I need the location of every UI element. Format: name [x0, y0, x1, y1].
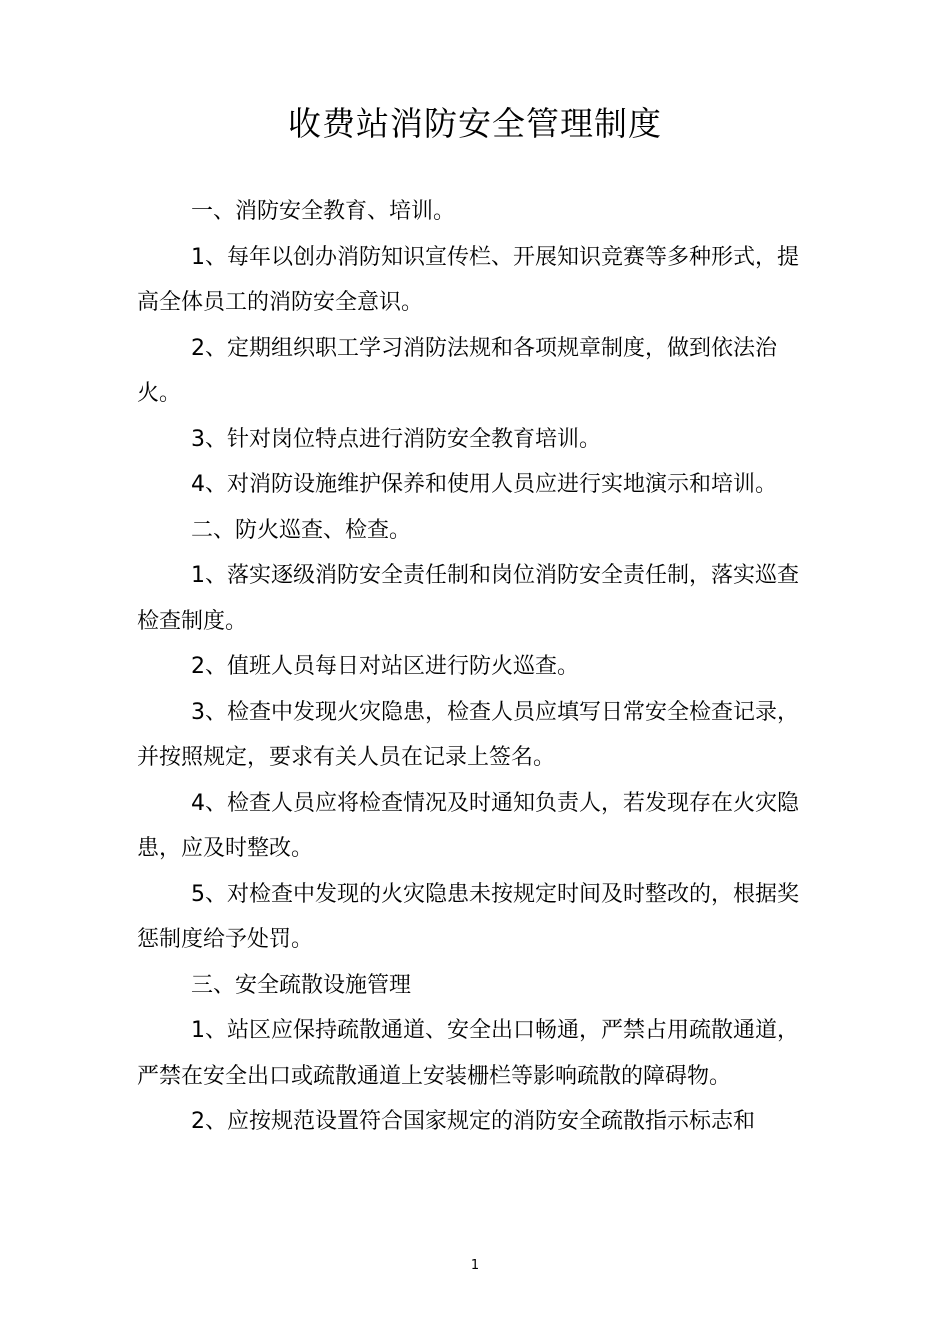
document-title: 收费站消防安全管理制度: [288, 104, 662, 143]
section-heading-education: 一、消防安全教育、培训。: [191, 199, 456, 224]
paragraph: 1、每年以创办消防知识宣传栏、开展知识竞赛等多种形式，提高全体员工的消防安全意识。: [137, 244, 799, 315]
document-body: [137, 189, 817, 1145]
paragraph: 1、落实逐级消防安全责任制和岗位消防安全责任制，落实巡查检查制度。: [137, 563, 799, 634]
paragraph: 4、检查人员应将检查情况及时通知负责人，若发现存在火灾隐患，应及时整改。: [137, 790, 799, 861]
paragraph: 4、对消防设施维护保养和使用人员应进行实地演示和培训。: [191, 472, 777, 497]
paragraph: 2、定期组织职工学习消防法规和各项规章制度，做到依法治火。: [137, 335, 777, 406]
paragraph: 2、应按规范设置符合国家规定的消防安全疏散指示标志和: [191, 1109, 755, 1134]
section-heading-evacuation: 三、安全疏散设施管理: [191, 972, 412, 998]
paragraph: 3、检查中发现火灾隐患，检查人员应填写日常安全检查记录，并按照规定，要求有关人员在记录上签名。: [137, 699, 799, 770]
paragraph: 1、站区应保持疏散通道、安全出口畅通，严禁占用疏散通道，严禁在安全出口或疏散通道上安装栅栏等影响疏散的障碍物。: [137, 1018, 799, 1089]
paragraph: 5、对检查中发现的火灾隐患未按规定时间及时整改的，根据奖惩制度给予处罚。: [137, 881, 799, 952]
paragraph: 2、值班人员每日对站区进行防火巡查。: [191, 654, 579, 679]
paragraph: 3、针对岗位特点进行消防安全教育培训。: [191, 426, 601, 452]
page-number: 1: [470, 1258, 480, 1273]
section-heading-inspection: 二、防火巡查、检查。: [191, 517, 412, 543]
